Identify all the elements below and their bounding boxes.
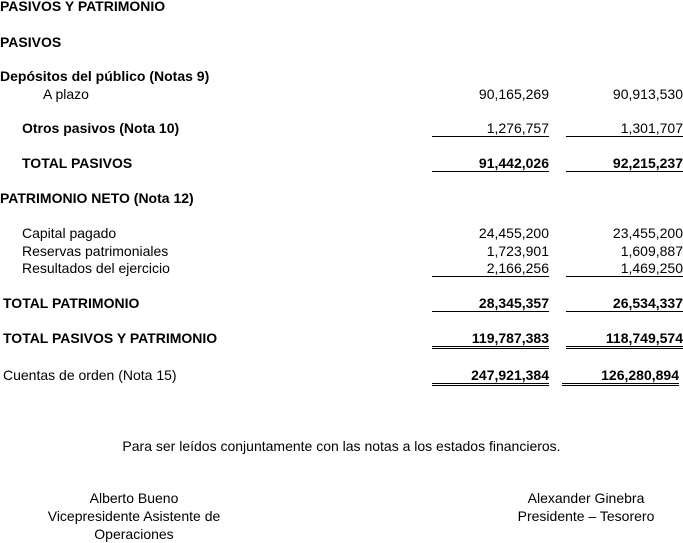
value-resultados-y1: 2,166,256 [432,260,549,277]
value-otros-pasivos-y1: 1,276,757 [432,120,549,137]
deposits-heading: Depósitos del público (Notas 9) [0,68,210,84]
page-title: PASIVOS Y PATRIMONIO [0,0,166,14]
value-otros-pasivos-y2: 1,301,707 [566,120,683,137]
value-a-plazo-y1: 90,165,269 [478,86,549,102]
signature-left-name: Alberto Bueno [89,490,179,506]
row-label-a-plazo: A plazo [43,86,89,102]
value-total-pasivos-patrimonio-y1: 119,787,383 [432,330,549,349]
value-total-pasivos-y1: 91,442,026 [432,155,549,172]
value-total-patrimonio-y2: 26,534,337 [566,295,683,312]
value-reservas-y1: 1,723,901 [486,243,549,259]
value-capital-y2: 23,455,200 [612,225,683,241]
value-cuentas-orden-y2: 126,280,894 [562,367,679,386]
value-reservas-y2: 1,609,887 [620,243,683,259]
row-label-cuentas-orden: Cuentas de orden (Nota 15) [3,367,177,383]
row-label-reservas: Reservas patrimoniales [22,243,169,259]
row-label-resultados: Resultados del ejercicio [22,260,170,276]
signature-left-title-cont: Operaciones [94,526,174,542]
row-label-total-pasivos: TOTAL PASIVOS [22,155,133,171]
value-resultados-y2: 1,469,250 [566,260,683,277]
footer-note: Para ser leídos conjuntamente con las notas a los estados financieros. [122,438,561,454]
row-label-total-pasivos-patrimonio: TOTAL PASIVOS Y PATRIMONIO [3,330,218,346]
row-label-otros-pasivos: Otros pasivos (Nota 10) [22,120,180,136]
value-total-pasivos-y2: 92,215,237 [566,155,683,172]
row-label-total-patrimonio: TOTAL PATRIMONIO [3,295,140,311]
signature-right-name: Alexander Ginebra [527,490,645,506]
value-a-plazo-y2: 90,913,530 [612,86,683,102]
value-total-patrimonio-y1: 28,345,357 [432,295,549,312]
signature-left-title: Vicepresidente Asistente de [47,508,221,524]
row-label-capital-pagado: Capital pagado [22,225,117,241]
signature-right-title: Presidente – Tesorero [517,508,655,524]
value-total-pasivos-patrimonio-y2: 118,749,574 [566,330,683,349]
patrimonio-heading: PATRIMONIO NETO (Nota 12) [0,190,194,206]
value-cuentas-orden-y1: 247,921,384 [432,367,549,386]
value-capital-y1: 24,455,200 [478,225,549,241]
section-heading-pasivos: PASIVOS [0,34,62,50]
